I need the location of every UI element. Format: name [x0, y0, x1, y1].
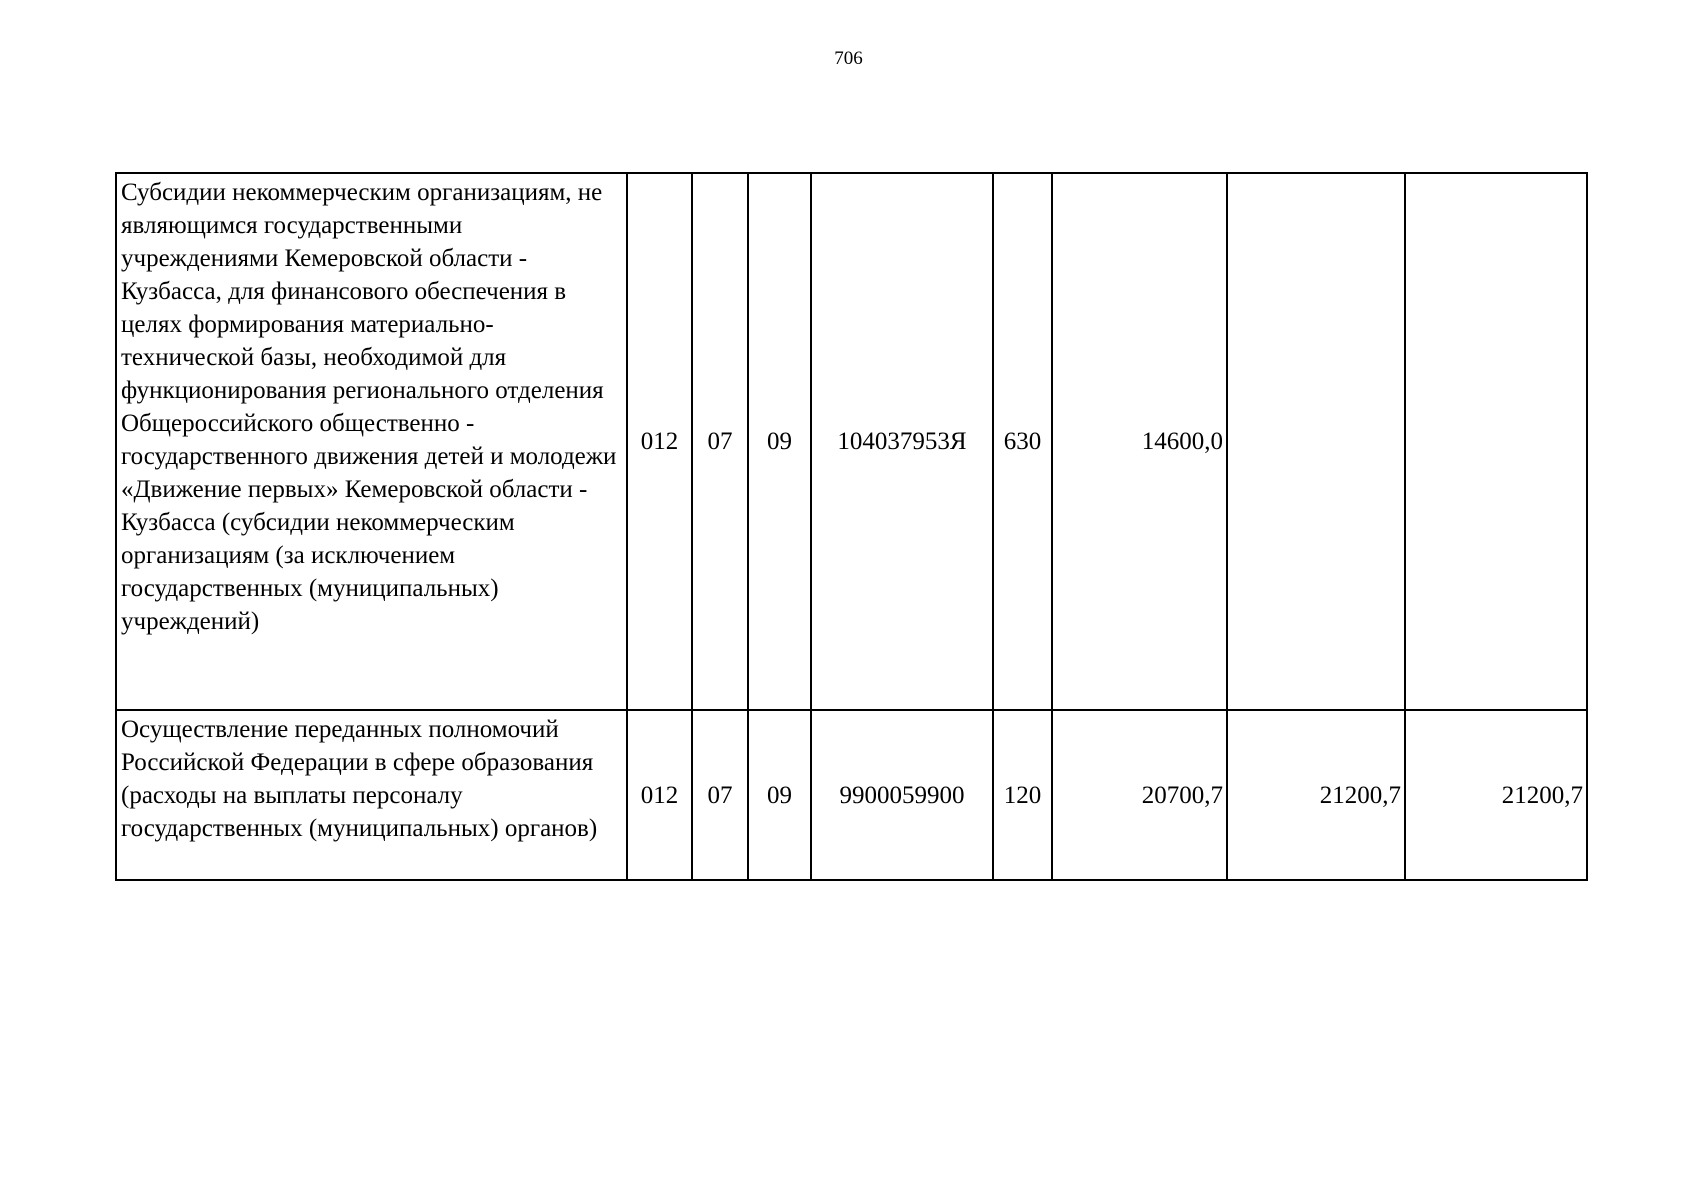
ministry-code: 012 — [627, 173, 692, 710]
target-article-code: 104037953Я — [811, 173, 993, 710]
table-row — [116, 710, 1587, 880]
amount-year-2: 21200,7 — [1227, 710, 1405, 880]
amount-year-3 — [1405, 173, 1587, 710]
ministry-code: 012 — [627, 710, 692, 880]
section-code: 07 — [692, 173, 748, 710]
row-description: Субсидии некоммерческим организациям, не являющимся государственными учреждениями Кемеровской области - Кузбасса, для финансового обеспечения в целях формирования материально-технической базы, необходимой для функционирования регионального отделения Общероссийского общественно - государственного движения детей и молодежи «Движение первых» Кемеровской области - Кузбасса (субсидии некоммерческим организациям (за исключением государственных (муниципальных) учреждений) — [116, 173, 627, 710]
amount-year-1: 20700,7 — [1052, 710, 1227, 880]
amount-year-1: 14600,0 — [1052, 173, 1227, 710]
subsection-code: 09 — [748, 710, 811, 880]
expense-type-code: 120 — [993, 710, 1052, 880]
target-article-code: 9900059900 — [811, 710, 993, 880]
expense-type-code: 630 — [993, 173, 1052, 710]
row-description: Осуществление переданных полномочий Российской Федерации в сфере образования (расходы на выплаты персоналу государственных (муниципальных) органов) — [116, 710, 627, 880]
subsection-code: 09 — [748, 173, 811, 710]
budget-table — [115, 172, 1588, 881]
amount-year-3: 21200,7 — [1405, 710, 1587, 880]
section-code: 07 — [692, 710, 748, 880]
amount-year-2 — [1227, 173, 1405, 710]
page-number: 706 — [834, 48, 863, 69]
table-row — [116, 173, 1587, 710]
